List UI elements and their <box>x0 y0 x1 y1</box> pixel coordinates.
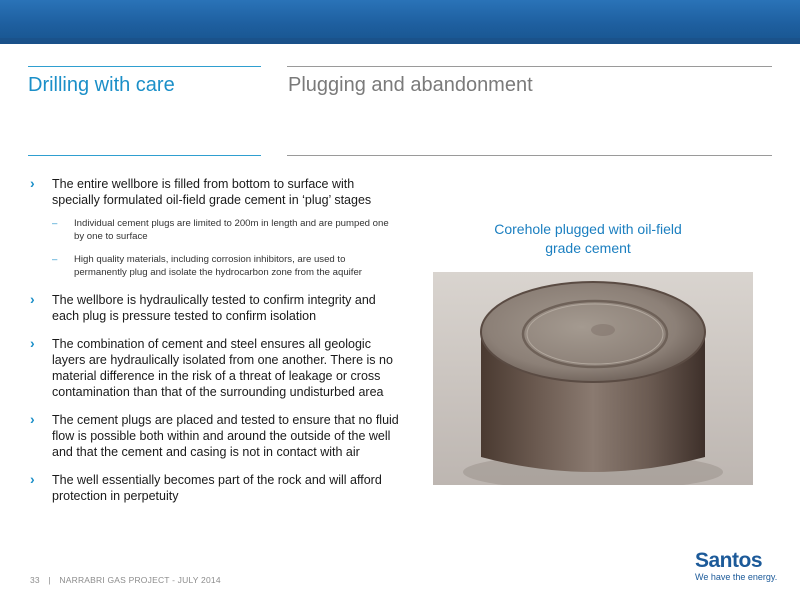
bullet-item <box>30 292 400 324</box>
logo-name: Santos <box>695 549 763 572</box>
bullet-text: The cement plugs are placed and tested to ensure that no fluid flow is possible both within and around the outside of the well and that the cement and casing is not in contact with air <box>52 413 399 459</box>
title-rule-bottom <box>287 155 772 156</box>
page-number: 33 <box>30 575 40 585</box>
chevron-right-icon: › <box>30 335 35 351</box>
bullet-text: The well essentially becomes part of the rock and will afford protection in perpetuity <box>52 473 382 503</box>
chevron-right-icon: › <box>30 411 35 427</box>
santos-logo <box>695 550 777 582</box>
bullet-text: The wellbore is hydraulically tested to confirm integrity and each plug is pressure tested to confirm isolation <box>52 293 376 323</box>
top-banner <box>0 0 800 44</box>
project-name: NARRABRI GAS PROJECT - JULY 2014 <box>59 575 221 585</box>
page-title: Plugging and abandonment <box>288 74 533 96</box>
sub-bullet-text: Individual cement plugs are limited to 200m in length and are pumped one by one to surface <box>74 218 389 242</box>
cement-plug-image <box>433 272 753 485</box>
logo-tagline: We have the energy. <box>695 572 778 582</box>
bullet-list <box>30 176 400 516</box>
dash-icon: – <box>52 254 58 265</box>
dash-icon: – <box>52 218 58 229</box>
bullet-item <box>30 412 400 460</box>
bullet-text: The combination of cement and steel ensures all geologic layers are hydraulically isolated from one another. There is no material difference in the risk of a threat of leakage or cross contamination than that of the surrounding undisturbed area <box>52 337 393 399</box>
chevron-right-icon: › <box>30 471 35 487</box>
footer-separator: | <box>48 575 51 585</box>
chevron-right-icon: › <box>30 175 35 191</box>
sub-bullet-item <box>30 254 400 279</box>
title-rule-top <box>287 66 772 67</box>
bullet-item <box>30 176 400 208</box>
sub-bullet-item <box>30 218 400 243</box>
corehole-photo <box>433 272 753 485</box>
section-rule-bottom <box>28 155 261 156</box>
bullet-item <box>30 336 400 400</box>
section-label: Drilling with care <box>28 74 175 96</box>
bullet-item <box>30 472 400 504</box>
chevron-right-icon: › <box>30 291 35 307</box>
photo-caption <box>448 220 728 258</box>
caption-line: Corehole plugged with oil-field <box>494 221 682 237</box>
section-rule-top <box>28 66 261 67</box>
caption-line: grade cement <box>545 240 631 256</box>
bullet-text: The entire wellbore is filled from bottom to surface with specially formulated oil-field grade cement in ‘plug’ stages <box>52 177 372 207</box>
footer <box>30 575 227 585</box>
sub-bullet-text: High quality materials, including corrosion inhibitors, are used to permanently plug and isolate the hydrocarbon zone from the aquifer <box>74 254 362 278</box>
